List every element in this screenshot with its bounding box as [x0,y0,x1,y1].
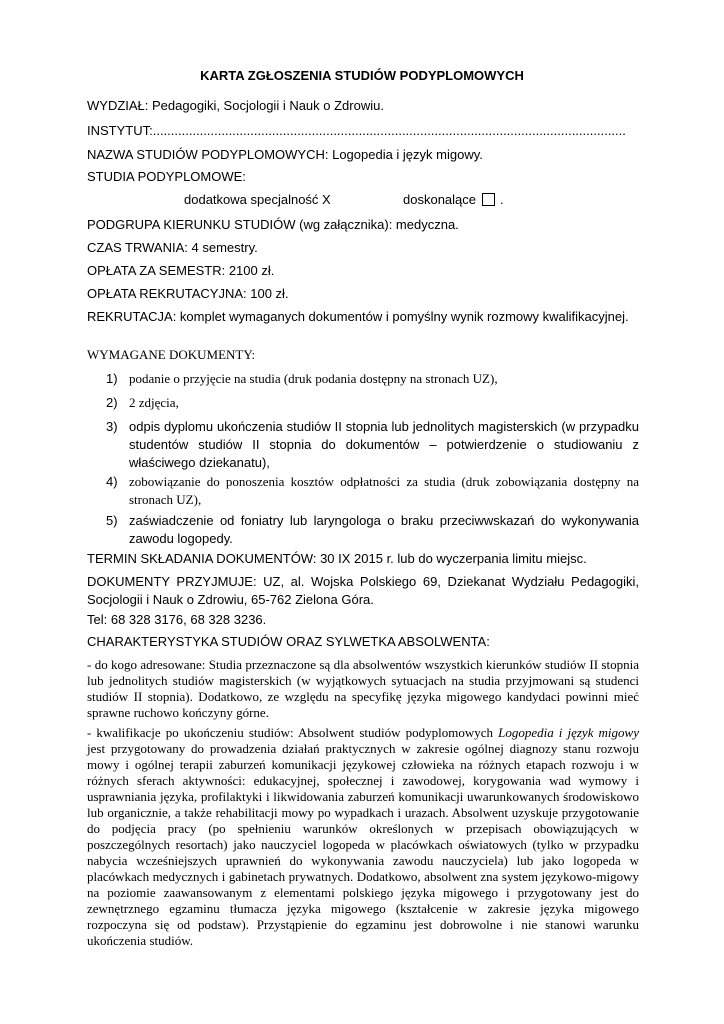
kwalifikacje-program-name: Logopedia i język migowy [498,725,639,740]
adresowane-paragraph: - do kogo adresowane: Studia przeznaczone są dla absolwentów wszystkich kierunków studiów II stopnia lub jednolitych studiów magisterskich (w wyjątkowych sytuacjach na studia przyjmowani są studenci studiów II stopnia). Dodatkowo, ze względu na specyfikę języka migowego kandydaci powinni mieć sprawne ruchowo kończyny górne. [87,657,639,720]
option-end-dot: . [500,192,504,207]
doc-number: 5) [106,513,118,528]
studia-label: STUDIA PODYPLOMOWE: [87,169,246,184]
dokumenty-przyjmuje-paragraph: DOKUMENTY PRZYJMUJE: UZ, al. Wojska Polskiego 69, Dziekanat Wydziału Pedagogiki, Socjologii i Nauk o Zdrowiu, 65-762 Zielona Góra. [87,574,639,607]
doc-number: 2) [106,395,118,410]
option-doskonalace [403,191,643,209]
doc-item: 2 zdjęcia, [129,395,179,410]
czas-line: CZAS TRWANIA: 4 semestry. [87,240,258,255]
checkbox-icon [482,193,495,206]
wymagane-heading: WYMAGANE DOKUMENTY: [87,347,256,362]
rekrutacja-paragraph: REKRUTACJA: komplet wymaganych dokumentów i pomyślny wynik rozmowy kwalifikacyjnej. [87,309,629,324]
doc-item: podanie o przyjęcie na studia (druk podania dostępny na stronach UZ), [129,371,498,386]
doc-number: 4) [106,474,118,489]
nazwa-line: NAZWA STUDIÓW PODYPLOMOWYCH: Logopedia i język migowy. [87,147,483,162]
doc-number: 3) [106,419,118,434]
option-dodatkowa: dodatkowa specjalność X [184,192,331,207]
doc-item: zaświadczenie od foniatry lub laryngologa o braku przeciwwskazań do wykonywania zawodu logopedy. [129,513,639,546]
termin-line: TERMIN SKŁADANIA DOKUMENTÓW: 30 IX 2015 r. lub do wyczerpania limitu miejsc. [87,551,587,566]
option-doskonalace-label: doskonalące [403,192,476,207]
charakterystyka-heading: CHARAKTERYSTYKA STUDIÓW ORAZ SYLWETKA ABSOLWENTA: [87,634,490,649]
kwalifikacje-intro: - kwalifikacje po ukończeniu studiów: Absolwent studiów podyplomowych [87,725,499,740]
kwalifikacje-paragraph [87,725,639,949]
podgrupa-line: PODGRUPA KIERUNKU STUDIÓW (wg załącznika): medyczna. [87,217,459,232]
doc-item: odpis dyplomu ukończenia studiów II stopnia lub jednolitych magisterskich (w przypadku studentów studiów II stopnia do dokumentów – potwierdzenie o studiowaniu z właściwego dziekanatu), [129,419,639,470]
instytut-line: INSTYTUT:................................................................................................................................... [87,123,626,138]
doc-item: zobowiązanie do ponoszenia kosztów odpłatności za studia (druk zobowiązania dostępny na stronach UZ), [129,474,639,507]
tel-line: Tel: 68 328 3176, 68 328 3236. [87,612,267,627]
doc-number: 1) [106,371,118,386]
document-title: KARTA ZGŁOSZENIA STUDIÓW PODYPLOMOWYCH [200,68,524,83]
oplata-rekrutacyjna-line: OPŁATA REKRUTACYJNA: 100 zł. [87,286,289,301]
wydzial-line: WYDZIAŁ: Pedagogiki, Socjologii i Nauk o Zdrowiu. [87,98,384,113]
oplata-semestr-line: OPŁATA ZA SEMESTR: 2100 zł. [87,263,275,278]
kwalifikacje-body: jest przygotowany do prowadzenia działań praktycznych w zakresie ogólnej diagnozy stanu rozwoju mowy i ogólnej terapii zaburzeń komunikacji językowej człowieka na różnych etapach rozwoju i w różnych sferach aktywności: edukacyjnej, społecznej i zawodowej, korygowania wad wymowy i usprawniania języka, profilaktyki i likwidowania zaburzeń komunikacji uwarunkowanych środowiskowo lub organicznie, a także rehabilitacji mowy po wypadkach i urazach. Absolwent uzyskuje przygotowanie do podjęcia pracy (po spełnieniu warunków określonych w przepisach obowiązujących w poszczególnych resortach) jako nauczyciel logopeda w placówkach oświatowych (tylko w przypadku nabycia wcześniejszych uprawnień do wykonywania zawodu nauczyciela) lub jako logopeda w placówkach medycznych i gabinetach prywatnych. Dodatkowo, absolwent zna system językowo-migowy na poziomie zaawansowanym z elementami polskiego języka migowego i przygotowany jest do zewnętrznego egzaminu tłumacza języka migowego (kształcenie w zakresie języka migowego rozpoczyna się od podstaw). Przystąpienie do egzaminu jest dobrowolne i nie stanowi warunku ukończenia studiów. [87,741,639,948]
